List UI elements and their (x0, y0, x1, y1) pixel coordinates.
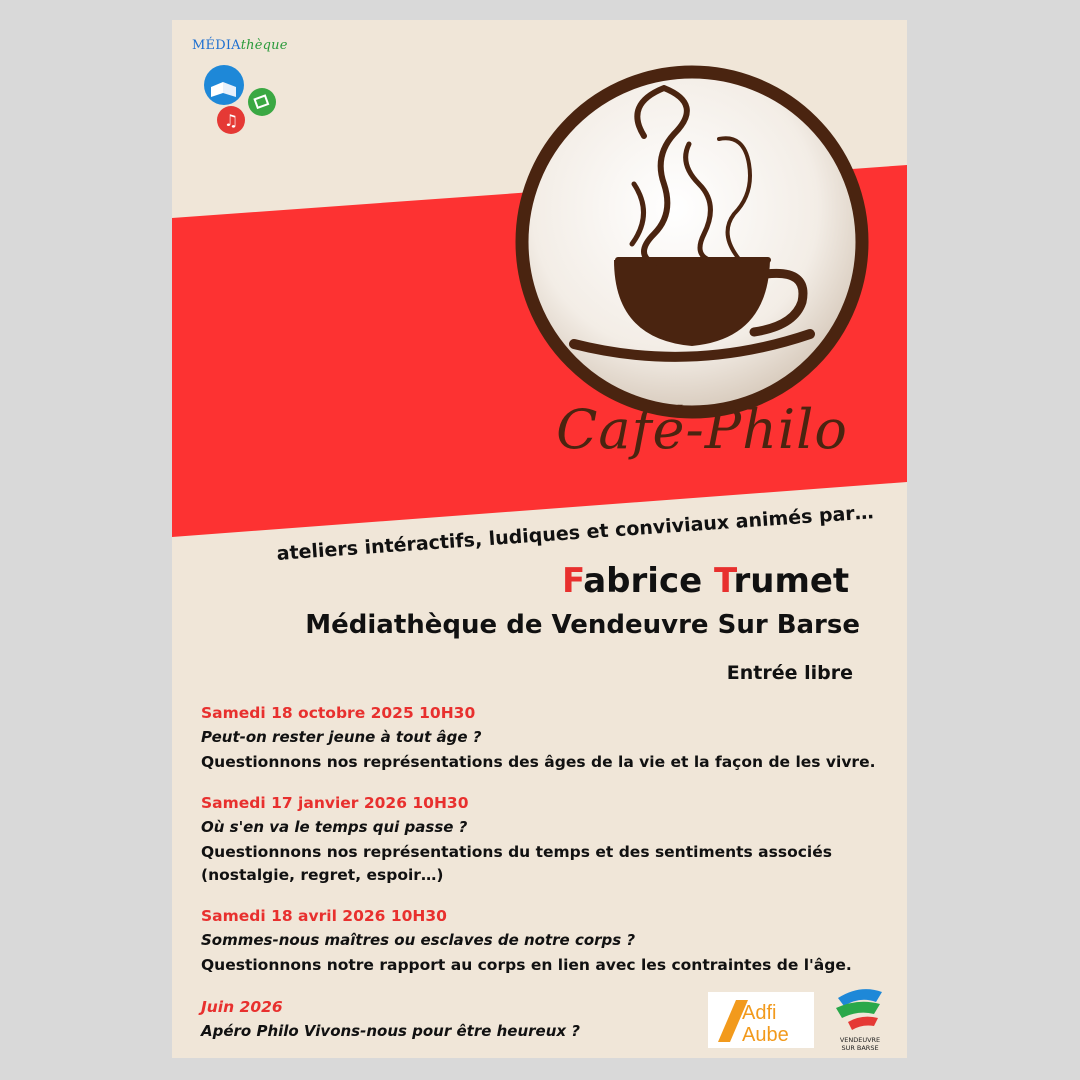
session-item (201, 907, 891, 977)
adfi-aube-logo (708, 992, 814, 1048)
speaker-name: Fabrice Trumet (562, 561, 850, 601)
film-icon (248, 88, 276, 116)
session-item (201, 794, 891, 887)
session-date: Samedi 17 janvier 2026 10H30 (201, 794, 469, 812)
svg-text:♫: ♫ (223, 111, 239, 130)
session-description: Questionnons notre rapport au corps en lien avec les contraintes de l'âge. (201, 956, 852, 974)
svg-text:Adfi: Adfi (742, 1002, 777, 1024)
poster (172, 20, 907, 1058)
session-item (201, 704, 891, 774)
svg-text:Aube: Aube (742, 1024, 789, 1046)
coffee-emblem (514, 64, 870, 420)
music-note-icon (217, 106, 245, 134)
session-question: Sommes-nous maîtres ou esclaves de notre corps ? (201, 931, 636, 949)
mediatheque-logo-text: MÉDIAthèque (192, 38, 288, 53)
venue: Médiathèque de Vendeuvre Sur Barse (305, 610, 860, 640)
session-date: Juin 2026 (201, 998, 283, 1016)
mediatheque-logo-icons (192, 60, 302, 160)
session-description: Questionnons nos représentations des âges de la vie et la façon de les vivre. (201, 753, 876, 771)
vendeuvre-sur-barse-logo (830, 984, 890, 1054)
event-title: Café-Philo (556, 398, 848, 461)
entry-info: Entrée libre (726, 662, 853, 684)
session-date: Samedi 18 octobre 2025 10H30 (201, 704, 476, 722)
vendeuvre-label: VENDEUVRE SUR BARSE (839, 1036, 881, 1052)
book-icon (204, 65, 244, 105)
session-description: Questionnons nos représentations du temps et des sentiments associés (nostalgie, regret, espoir…) (201, 843, 832, 884)
session-question: Peut-on rester jeune à tout âge ? (201, 728, 482, 746)
session-question: Où s'en va le temps qui passe ? (201, 818, 468, 836)
session-date: Samedi 18 avril 2026 10H30 (201, 907, 447, 925)
tagline: ateliers intéractifs, ludiques et conviviaux animés par… (276, 501, 875, 565)
mediatheque-logo (192, 38, 302, 163)
session-question: Apéro Philo Vivons-nous pour être heureux ? (201, 1022, 580, 1040)
